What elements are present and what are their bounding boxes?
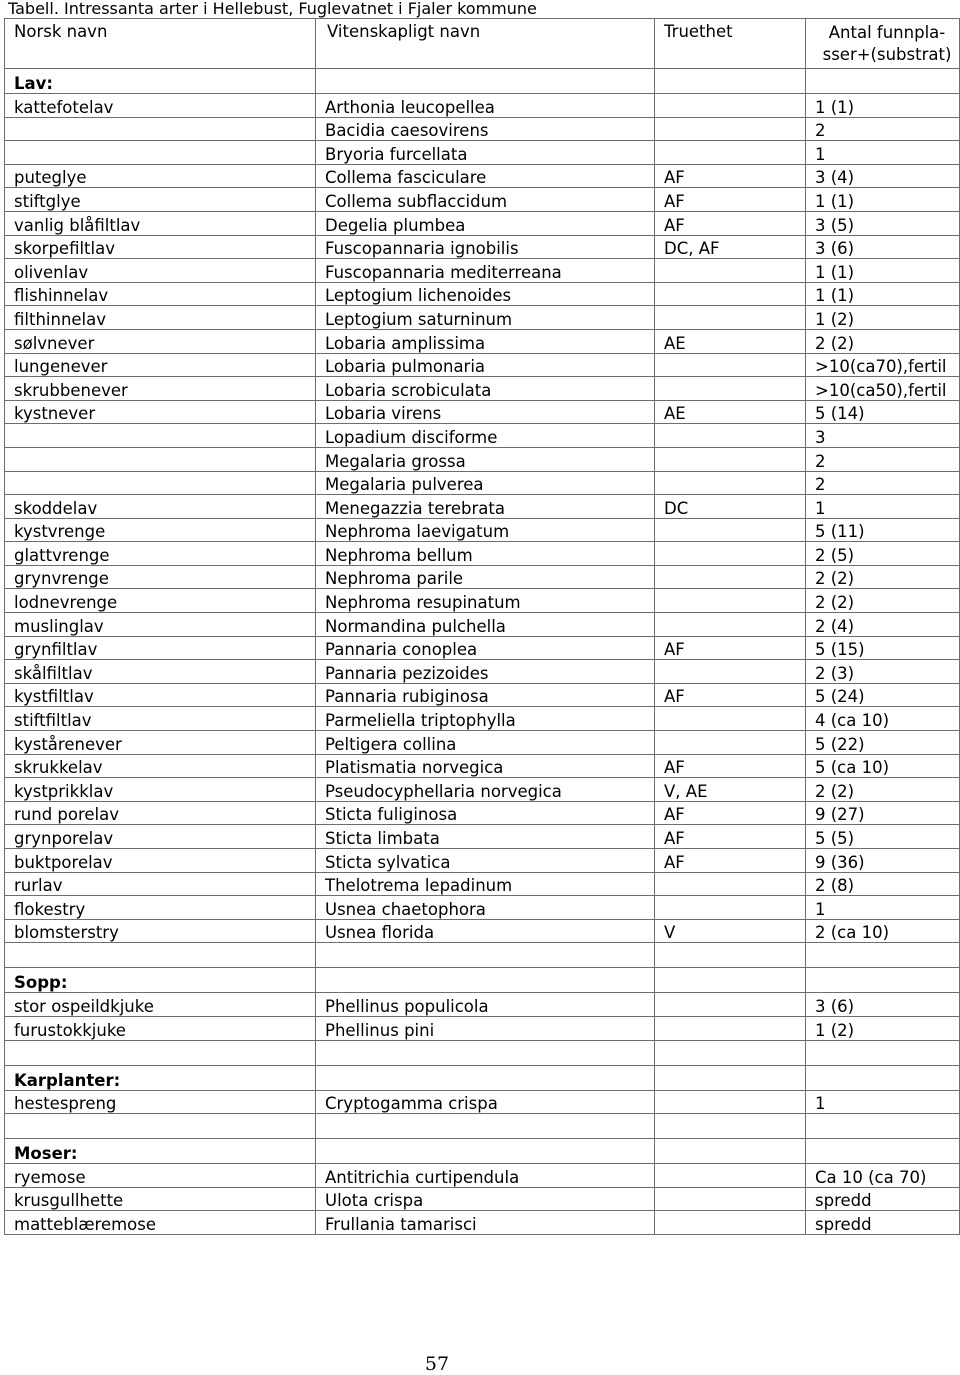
species-table [4, 18, 960, 1235]
table-row [5, 1016, 960, 1040]
vitenskapligt-navn-cell: Normandina pulchella [316, 613, 655, 637]
table-row [5, 400, 960, 424]
blank-row [5, 1040, 960, 1065]
norsk-navn-cell: skoddelav [5, 495, 316, 519]
vitenskapligt-navn-cell: Usnea chaetophora [316, 896, 655, 920]
header-truethet: Truethet [655, 19, 806, 69]
table-row [5, 117, 960, 141]
vitenskapligt-navn-cell: Bacidia caesovirens [316, 117, 655, 141]
truethet-cell [655, 613, 806, 637]
antal-cell: 1 (1) [806, 94, 960, 118]
norsk-navn-cell: matteblæremose [5, 1211, 316, 1235]
table-row [5, 495, 960, 519]
norsk-navn-cell: kattefotelav [5, 94, 316, 118]
truethet-cell: AF [655, 636, 806, 660]
table-row [5, 707, 960, 731]
header-norsk-navn: Norsk navn [5, 19, 316, 69]
antal-cell: 3 [806, 424, 960, 448]
table-row [5, 849, 960, 873]
norsk-navn-cell: lungenever [5, 353, 316, 377]
vitenskapligt-navn-cell: Degelia plumbea [316, 211, 655, 235]
antal-cell: 2 (2) [806, 329, 960, 353]
norsk-navn-cell [5, 141, 316, 165]
section-title: Karplanter: [5, 1065, 316, 1090]
norsk-navn-cell: kystprikklav [5, 778, 316, 802]
vitenskapligt-navn-cell: Pseudocyphellaria norvegica [316, 778, 655, 802]
norsk-navn-cell [5, 424, 316, 448]
vitenskapligt-navn-cell: Bryoria furcellata [316, 141, 655, 165]
species-table-body [5, 19, 960, 1235]
empty-cell [655, 968, 806, 993]
norsk-navn-cell: kystfiltlav [5, 683, 316, 707]
header-vitenskapligt-navn: Vitenskapligt navn [316, 19, 655, 69]
norsk-navn-cell: kystnever [5, 400, 316, 424]
section-title-row [5, 1065, 960, 1090]
antal-cell: 1 [806, 141, 960, 165]
truethet-cell: AF [655, 188, 806, 212]
antal-cell: 2 (2) [806, 778, 960, 802]
antal-cell: 1 [806, 896, 960, 920]
norsk-navn-cell: rurlav [5, 872, 316, 896]
norsk-navn-cell: flokestry [5, 896, 316, 920]
vitenskapligt-navn-cell: Pannaria pezizoides [316, 660, 655, 684]
table-row [5, 282, 960, 306]
empty-cell [655, 1139, 806, 1164]
vitenskapligt-navn-cell: Leptogium lichenoides [316, 282, 655, 306]
norsk-navn-cell [5, 117, 316, 141]
page-number: 57 [424, 1353, 450, 1375]
vitenskapligt-navn-cell: Pannaria conoplea [316, 636, 655, 660]
table-row [5, 589, 960, 613]
table-caption: Tabell. Intressanta arter i Hellebust, Fuglevatnet i Fjaler kommune [8, 0, 537, 18]
truethet-cell [655, 353, 806, 377]
blank-row [5, 1114, 960, 1139]
table-row [5, 636, 960, 660]
empty-cell [806, 1065, 960, 1090]
antal-cell: 5 (14) [806, 400, 960, 424]
truethet-cell [655, 447, 806, 471]
vitenskapligt-navn-cell: Ulota crispa [316, 1187, 655, 1211]
truethet-cell: AF [655, 211, 806, 235]
table-row [5, 329, 960, 353]
norsk-navn-cell: grynporelav [5, 825, 316, 849]
antal-cell: 4 (ca 10) [806, 707, 960, 731]
vitenskapligt-navn-cell: Phellinus populicola [316, 993, 655, 1017]
table-row [5, 801, 960, 825]
norsk-navn-cell: kystårenever [5, 731, 316, 755]
table-row [5, 825, 960, 849]
table-row [5, 613, 960, 637]
antal-cell: 5 (24) [806, 683, 960, 707]
norsk-navn-cell: grynvrenge [5, 565, 316, 589]
truethet-cell [655, 993, 806, 1017]
table-row [5, 188, 960, 212]
empty-cell [806, 69, 960, 94]
empty-cell [5, 1114, 316, 1139]
antal-cell: >10(ca70),fertil [806, 353, 960, 377]
vitenskapligt-navn-cell: Menegazzia terebrata [316, 495, 655, 519]
truethet-cell [655, 872, 806, 896]
antal-cell: 1 (1) [806, 188, 960, 212]
antal-cell: 2 (8) [806, 872, 960, 896]
antal-cell: 2 (ca 10) [806, 919, 960, 943]
vitenskapligt-navn-cell: Megalaria pulverea [316, 471, 655, 495]
table-row [5, 141, 960, 165]
truethet-cell [655, 565, 806, 589]
truethet-cell [655, 731, 806, 755]
truethet-cell [655, 259, 806, 283]
truethet-cell: V [655, 919, 806, 943]
table-row [5, 377, 960, 401]
antal-cell: 2 (3) [806, 660, 960, 684]
truethet-cell [655, 1187, 806, 1211]
truethet-cell: AF [655, 801, 806, 825]
table-row [5, 1211, 960, 1235]
norsk-navn-cell: ryemose [5, 1164, 316, 1188]
empty-cell [316, 943, 655, 968]
truethet-cell [655, 471, 806, 495]
vitenskapligt-navn-cell: Antitrichia curtipendula [316, 1164, 655, 1188]
antal-cell: 3 (6) [806, 993, 960, 1017]
empty-cell [655, 1065, 806, 1090]
truethet-cell: AF [655, 754, 806, 778]
vitenskapligt-navn-cell: Sticta limbata [316, 825, 655, 849]
truethet-cell [655, 424, 806, 448]
section-title: Sopp: [5, 968, 316, 993]
section-title: Moser: [5, 1139, 316, 1164]
table-row [5, 1187, 960, 1211]
empty-cell [806, 968, 960, 993]
truethet-cell [655, 660, 806, 684]
vitenskapligt-navn-cell: Collema subflaccidum [316, 188, 655, 212]
truethet-cell: AF [655, 849, 806, 873]
table-row [5, 919, 960, 943]
norsk-navn-cell: lodnevrenge [5, 589, 316, 613]
vitenskapligt-navn-cell: Nephroma parile [316, 565, 655, 589]
norsk-navn-cell: skrukkelav [5, 754, 316, 778]
vitenskapligt-navn-cell: Fuscopannaria mediterreana [316, 259, 655, 283]
blank-row [5, 943, 960, 968]
vitenskapligt-navn-cell: Lobaria pulmonaria [316, 353, 655, 377]
table-row [5, 993, 960, 1017]
antal-cell: 1 (2) [806, 1016, 960, 1040]
truethet-cell [655, 518, 806, 542]
truethet-cell [655, 1211, 806, 1235]
vitenskapligt-navn-cell: Frullania tamarisci [316, 1211, 655, 1235]
antal-cell: 5 (5) [806, 825, 960, 849]
norsk-navn-cell: glattvrenge [5, 542, 316, 566]
truethet-cell [655, 1090, 806, 1114]
table-header-row [5, 19, 960, 69]
header-antal-funnplasser: Antal funnpla- sser+(substrat) [806, 19, 960, 69]
truethet-cell [655, 282, 806, 306]
vitenskapligt-navn-cell: Sticta sylvatica [316, 849, 655, 873]
empty-cell [316, 968, 655, 993]
table-row [5, 447, 960, 471]
empty-cell [316, 69, 655, 94]
antal-cell: 1 (2) [806, 306, 960, 330]
vitenskapligt-navn-cell: Arthonia leucopellea [316, 94, 655, 118]
truethet-cell: AF [655, 164, 806, 188]
table-row [5, 778, 960, 802]
vitenskapligt-navn-cell: Lobaria amplissima [316, 329, 655, 353]
table-row [5, 518, 960, 542]
antal-cell: 2 [806, 117, 960, 141]
truethet-cell [655, 377, 806, 401]
vitenskapligt-navn-cell: Lopadium disciforme [316, 424, 655, 448]
vitenskapligt-navn-cell: Usnea florida [316, 919, 655, 943]
truethet-cell [655, 141, 806, 165]
norsk-navn-cell: stiftfiltlav [5, 707, 316, 731]
empty-cell [316, 1040, 655, 1065]
norsk-navn-cell: puteglye [5, 164, 316, 188]
antal-cell: 5 (15) [806, 636, 960, 660]
vitenskapligt-navn-cell: Peltigera collina [316, 731, 655, 755]
vitenskapligt-navn-cell: Lobaria scrobiculata [316, 377, 655, 401]
empty-cell [316, 1114, 655, 1139]
truethet-cell [655, 94, 806, 118]
vitenskapligt-navn-cell: Phellinus pini [316, 1016, 655, 1040]
vitenskapligt-navn-cell: Collema fasciculare [316, 164, 655, 188]
truethet-cell: AF [655, 683, 806, 707]
table-row [5, 1164, 960, 1188]
antal-cell: spredd [806, 1187, 960, 1211]
truethet-cell: AF [655, 825, 806, 849]
norsk-navn-cell: kystvrenge [5, 518, 316, 542]
norsk-navn-cell: grynfiltlav [5, 636, 316, 660]
empty-cell [5, 1040, 316, 1065]
truethet-cell [655, 1016, 806, 1040]
antal-cell: 1 [806, 1090, 960, 1114]
table-row [5, 731, 960, 755]
table-row [5, 660, 960, 684]
table-row [5, 94, 960, 118]
norsk-navn-cell: skorpefiltlav [5, 235, 316, 259]
truethet-cell: AE [655, 329, 806, 353]
antal-cell: 3 (4) [806, 164, 960, 188]
antal-cell: Ca 10 (ca 70) [806, 1164, 960, 1188]
table-row [5, 471, 960, 495]
empty-cell [655, 943, 806, 968]
norsk-navn-cell: skrubbenever [5, 377, 316, 401]
table-row [5, 754, 960, 778]
antal-cell: 5 (11) [806, 518, 960, 542]
vitenskapligt-navn-cell: Leptogium saturninum [316, 306, 655, 330]
empty-cell [806, 1139, 960, 1164]
vitenskapligt-navn-cell: Fuscopannaria ignobilis [316, 235, 655, 259]
section-title-row [5, 1139, 960, 1164]
antal-cell: >10(ca50),fertil [806, 377, 960, 401]
empty-cell [655, 1114, 806, 1139]
table-row [5, 164, 960, 188]
norsk-navn-cell: hestespreng [5, 1090, 316, 1114]
truethet-cell [655, 1164, 806, 1188]
table-row [5, 683, 960, 707]
empty-cell [655, 69, 806, 94]
norsk-navn-cell: sølvnever [5, 329, 316, 353]
antal-cell: 5 (ca 10) [806, 754, 960, 778]
antal-cell: 1 (1) [806, 282, 960, 306]
empty-cell [655, 1040, 806, 1065]
norsk-navn-cell: krusgullhette [5, 1187, 316, 1211]
truethet-cell [655, 707, 806, 731]
table-row [5, 565, 960, 589]
vitenskapligt-navn-cell: Nephroma resupinatum [316, 589, 655, 613]
section-title: Lav: [5, 69, 316, 94]
vitenskapligt-navn-cell: Platismatia norvegica [316, 754, 655, 778]
table-row [5, 235, 960, 259]
antal-cell: 3 (6) [806, 235, 960, 259]
antal-cell: 9 (36) [806, 849, 960, 873]
table-row [5, 1090, 960, 1114]
antal-cell: spredd [806, 1211, 960, 1235]
norsk-navn-cell: vanlig blåfiltlav [5, 211, 316, 235]
norsk-navn-cell: rund porelav [5, 801, 316, 825]
antal-cell: 2 (5) [806, 542, 960, 566]
empty-cell [5, 943, 316, 968]
norsk-navn-cell: buktporelav [5, 849, 316, 873]
empty-cell [806, 1114, 960, 1139]
truethet-cell [655, 117, 806, 141]
truethet-cell [655, 542, 806, 566]
vitenskapligt-navn-cell: Cryptogamma crispa [316, 1090, 655, 1114]
table-row [5, 542, 960, 566]
truethet-cell [655, 896, 806, 920]
vitenskapligt-navn-cell: Pannaria rubiginosa [316, 683, 655, 707]
vitenskapligt-navn-cell: Lobaria virens [316, 400, 655, 424]
vitenskapligt-navn-cell: Sticta fuliginosa [316, 801, 655, 825]
table-row [5, 872, 960, 896]
antal-cell: 1 (1) [806, 259, 960, 283]
antal-cell: 9 (27) [806, 801, 960, 825]
empty-cell [316, 1065, 655, 1090]
vitenskapligt-navn-cell: Thelotrema lepadinum [316, 872, 655, 896]
norsk-navn-cell: stiftglye [5, 188, 316, 212]
truethet-cell [655, 306, 806, 330]
vitenskapligt-navn-cell: Nephroma laevigatum [316, 518, 655, 542]
norsk-navn-cell: muslinglav [5, 613, 316, 637]
vitenskapligt-navn-cell: Megalaria grossa [316, 447, 655, 471]
section-title-row [5, 968, 960, 993]
table-row [5, 424, 960, 448]
antal-cell: 2 [806, 471, 960, 495]
truethet-cell: AE [655, 400, 806, 424]
norsk-navn-cell: blomsterstry [5, 919, 316, 943]
empty-cell [806, 1040, 960, 1065]
truethet-cell: DC, AF [655, 235, 806, 259]
table-row [5, 211, 960, 235]
truethet-cell [655, 589, 806, 613]
norsk-navn-cell: filthinnelav [5, 306, 316, 330]
norsk-navn-cell [5, 447, 316, 471]
norsk-navn-cell: furustokkjuke [5, 1016, 316, 1040]
antal-cell: 2 (2) [806, 565, 960, 589]
empty-cell [806, 943, 960, 968]
vitenskapligt-navn-cell: Parmeliella triptophylla [316, 707, 655, 731]
antal-cell: 1 [806, 495, 960, 519]
norsk-navn-cell: flishinnelav [5, 282, 316, 306]
table-row [5, 353, 960, 377]
antal-cell: 5 (22) [806, 731, 960, 755]
antal-cell: 3 (5) [806, 211, 960, 235]
antal-cell: 2 (4) [806, 613, 960, 637]
antal-cell: 2 (2) [806, 589, 960, 613]
section-title-row [5, 69, 960, 94]
antal-cell: 2 [806, 447, 960, 471]
table-row [5, 306, 960, 330]
vitenskapligt-navn-cell: Nephroma bellum [316, 542, 655, 566]
table-row [5, 259, 960, 283]
norsk-navn-cell [5, 471, 316, 495]
norsk-navn-cell: stor ospeildkjuke [5, 993, 316, 1017]
norsk-navn-cell: olivenlav [5, 259, 316, 283]
truethet-cell: V, AE [655, 778, 806, 802]
truethet-cell: DC [655, 495, 806, 519]
empty-cell [316, 1139, 655, 1164]
table-row [5, 896, 960, 920]
norsk-navn-cell: skålfiltlav [5, 660, 316, 684]
